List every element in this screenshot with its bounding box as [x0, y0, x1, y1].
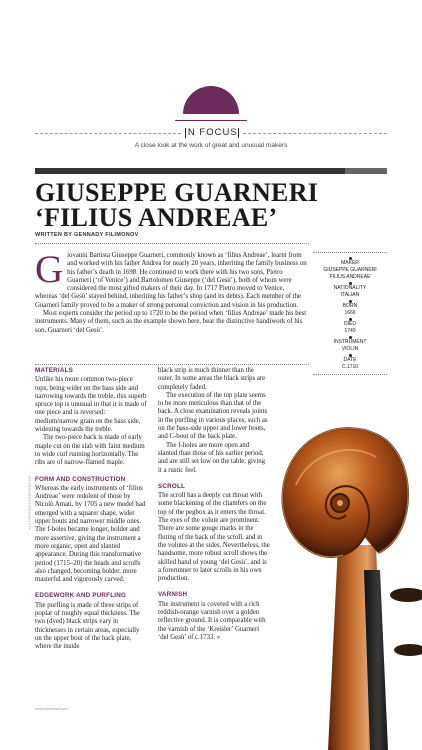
fact-label: BORN — [342, 303, 358, 309]
fact-value: 1666 — [344, 310, 356, 316]
article-title-line1: GIUSEPPE GUARNERI — [35, 178, 319, 207]
section-header-row — [35, 127, 387, 139]
fact-date — [313, 354, 387, 371]
fact-label: MAKER — [341, 260, 359, 266]
materials-heading: MATERIALS — [35, 367, 74, 374]
article-byline: WRITTEN BY GENNADY FILIMONOV — [35, 232, 139, 238]
magazine-logo-text: Lutherie — [185, 102, 237, 118]
materials-paragraph-1: Unlike his more common two-piece tops, being wider on the bass side and narrowing towards the treble, this superb spruce top is unusual in that it is made of one piece and is reversed: medium/narrow grain on the bass side, widening towards the treble. — [35, 376, 147, 434]
intro-paragraph-1: iovanni Battista Giuseppe Guarneri, commonly known as ‘filius Andreae’, learnt from and worked with his father Andrea for nearly 20 years, inheriting the family business on his father’s death in 1698. He continued to work there with his two sons, Pietro Guarneri (‘of Venice’) and Bartolomeo Giuseppe (‘del Gesù’), both of whom were considered the most gifted makers of their day. In 1717 Pietro moved to Venice, whereas ‘del Gesù’ stayed behind, inheriting his father’s shop (and its debts). Each member of the Guarneri family proved to be a maker of strong personal conviction and vision in his production. — [35, 252, 307, 309]
footer-url: www.thestrad.com — [35, 706, 68, 711]
edgework-paragraph-4: The f-holes are more open and slanted than those of his earlier period, and are still set low on the table, giving it a rustic feel. — [158, 441, 266, 474]
violin-scroll-photo — [268, 395, 422, 750]
fact-value: 1740 — [344, 328, 356, 334]
fact-label: DIED — [344, 321, 356, 327]
form-paragraph-1: Whereas the early instruments of ‘filius Andreae’ were redolent of those by Nicolò Amati, by 1705 a new model had emerged with a squarer shape, wider upper bouts and narrower middle ones. The f-holes became longer, bolder and more assertive, giving the instrument a more organic, open and slanted appearance. During this transformative period (1715–20) the heads and scrolls also changed, becoming bolder, more masterful and vigorously carved. — [35, 484, 146, 584]
fact-value: C.1710 — [341, 364, 359, 370]
fact-born — [313, 300, 387, 317]
byline-rule — [35, 243, 309, 244]
fact-value: ITALIAN — [340, 292, 360, 298]
fact-label: INSTRUMENT — [333, 339, 367, 345]
scroll-heading: SCROLL — [158, 482, 186, 490]
article-column-1 — [35, 367, 147, 652]
varnish-paragraph-1: The instrument is covered with a rich reddish-orange varnish over a golden reflective ground. It is comparable with the varnish of the ‘Kreisler’ Guarneri ‘del Gesù’ of c.1733. » — [158, 600, 266, 641]
fact-label: DATE — [343, 357, 357, 363]
fact-maker — [313, 257, 387, 281]
title-top-bar — [35, 168, 387, 174]
edgework-heading: EDGEWORK AND PURFLING — [35, 592, 127, 600]
fact-died — [313, 318, 387, 335]
varnish-heading: VARNISH — [158, 591, 188, 599]
fact-label: NATIONALITY — [333, 285, 367, 291]
logo-underline — [175, 120, 247, 121]
edgework-paragraph-3: The execution of the top plate seems to be more meticulous than that of the back. A close examination reveals joints in the purfling in various places, such as on the bass-side upper and lower bouts, and C-bout of the back plate. — [158, 391, 268, 441]
photo-credit: ALL PHOTOS COURTESY OF ... — [27, 470, 32, 530]
edgework-paragraph-2: black strip is much thinner than the outer. In some areas the black strips are completely faded. — [158, 367, 266, 391]
intro-paragraph-2: Most experts consider the period up to 1720 to be the period when ‘filius Andreae’ made his best instruments. Many of them, such as the example shown here, bear the distinctive handiwork of his son, Guarneri ‘del Gesù’. — [35, 310, 307, 334]
fact-value: ‘FILIUS ANDREAE’ — [328, 274, 372, 280]
article-column-2 — [158, 367, 270, 642]
scroll-paragraph-1: The scroll has a deeply cut throat with some blackening of the chamfers on the top of the pegbox as it enters the throat. The eyes of the volute are prominent. There are some gouge marks in the fluting of the back of the scroll, and in the volutes at the sides. Nevertheless, the handsome, more robust scroll shows the skilled hand of young ‘del Gesù’, and is a forerunner to later scrolls in his own production. — [158, 492, 270, 583]
fact-nationality — [313, 282, 387, 299]
section-subtitle: A close look at the work of great and unusual makers — [134, 142, 288, 149]
drop-cap: G — [35, 248, 64, 291]
divider-bar-right — [238, 128, 239, 138]
dashed-rule-right — [243, 133, 387, 134]
materials-paragraph-2: The two-piece back is made of early maple cut on the slab with faint medium to wide curl running horizontally. The ribs are of narrow-flamed maple. — [35, 434, 145, 467]
columns-rule — [35, 364, 309, 365]
fact-value: GIUSEPPE GUARNERI — [323, 267, 377, 273]
article-title-line2: ‘FILIUS ANDREAE’ — [35, 203, 278, 232]
fact-instrument — [313, 336, 387, 353]
fact-value: VIOLIN — [341, 346, 359, 352]
article-title — [35, 180, 387, 230]
article-intro — [35, 248, 307, 335]
form-heading: FORM AND CONSTRUCTION — [35, 475, 126, 483]
section-label: IN FOCUS — [184, 127, 238, 138]
edgework-paragraph-1: The purfling is made of three strips of poplar of roughly equal thickness. The two (dyed) black strips vary in thicknesses in certain areas, especially on the upper bout of the back plate, where the inside — [35, 601, 140, 651]
instrument-facts-sidebar — [313, 252, 387, 375]
